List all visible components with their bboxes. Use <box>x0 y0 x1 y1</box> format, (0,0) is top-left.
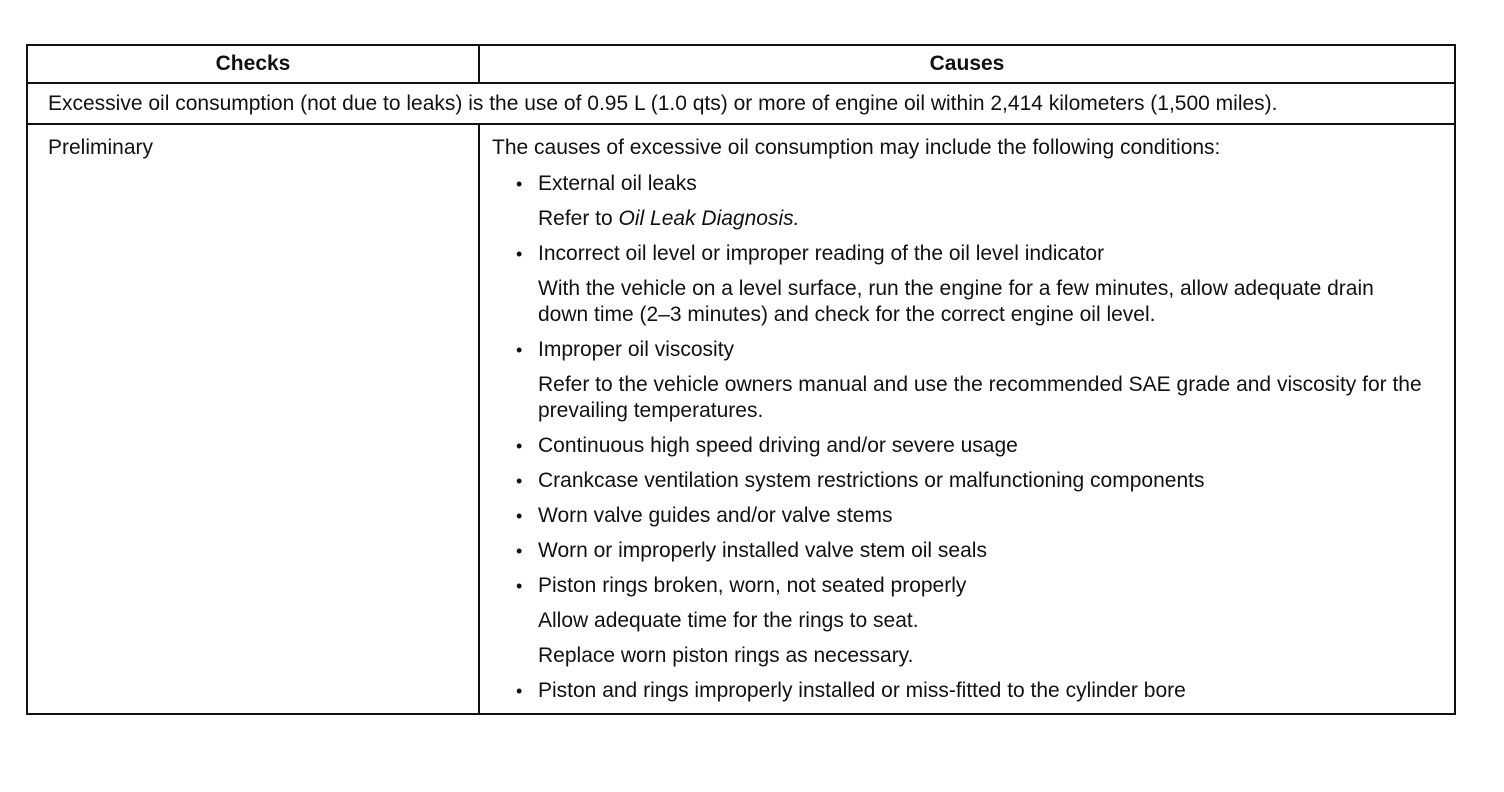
oil-consumption-table <box>26 44 1456 715</box>
cause-label: Piston rings broken, worn, not seated properly <box>538 574 967 597</box>
causes-intro: The causes of excessive oil consumption may include the following conditions: <box>492 136 1221 159</box>
cause-note <box>538 206 1444 232</box>
cause-note: With the vehicle on a level surface, run the engine for a few minutes, allow adequate drain down time (2–3 minutes) and check for the correct engine oil level. <box>538 277 1374 326</box>
list-item <box>492 538 1444 564</box>
note-prefix: Refer to <box>538 207 619 230</box>
cause-label: Incorrect oil level or improper reading of the oil level indicator <box>538 242 1105 265</box>
list-item <box>492 678 1444 704</box>
bullet-icon: • <box>516 174 523 194</box>
cause-label: Worn or improperly installed valve stem oil seals <box>538 539 987 562</box>
header-checks: Checks <box>27 45 479 83</box>
list-item <box>492 241 1444 328</box>
intro-row <box>27 83 1455 124</box>
cause-note: Replace worn piston rings as necessary. <box>538 644 914 667</box>
cause-label: Improper oil viscosity <box>538 338 735 361</box>
cause-label: Crankcase ventilation system restrictions or malfunctioning components <box>538 469 1205 492</box>
bullet-icon: • <box>516 244 523 264</box>
cause-label: Continuous high speed driving and/or severe usage <box>538 434 1018 457</box>
list-item <box>492 503 1444 529</box>
note-reference: Oil Leak Diagnosis. <box>618 207 800 230</box>
table-row <box>27 124 1455 714</box>
list-item <box>492 171 1444 232</box>
bullet-icon: • <box>516 471 523 491</box>
bullet-icon: • <box>516 340 523 360</box>
list-item <box>492 468 1444 494</box>
cause-note: Allow adequate time for the rings to seat. <box>538 609 919 632</box>
causes-cell <box>479 124 1455 714</box>
bullet-icon: • <box>516 436 523 456</box>
header-row <box>27 45 1455 83</box>
cause-label: Piston and rings improperly installed or miss-fitted to the cylinder bore <box>538 679 1186 702</box>
list-item <box>492 337 1444 424</box>
intro-text: Excessive oil consumption (not due to leaks) is the use of 0.95 L (1.0 qts) or more of engine oil within 2,414 kilometers (1,500 miles). <box>27 83 1455 124</box>
bullet-icon: • <box>516 576 523 596</box>
cause-note: Refer to the vehicle owners manual and use the recommended SAE grade and viscosity for the prevailing temperatures. <box>538 373 1422 422</box>
header-causes: Causes <box>479 45 1455 83</box>
check-preliminary: Preliminary <box>27 124 479 714</box>
bullet-icon: • <box>516 681 523 701</box>
cause-label: Worn valve guides and/or valve stems <box>538 504 893 527</box>
bullet-icon: • <box>516 506 523 526</box>
bullet-icon: • <box>516 541 523 561</box>
list-item <box>492 433 1444 459</box>
cause-list <box>492 171 1444 704</box>
cause-label: External oil leaks <box>538 172 697 195</box>
list-item <box>492 573 1444 669</box>
